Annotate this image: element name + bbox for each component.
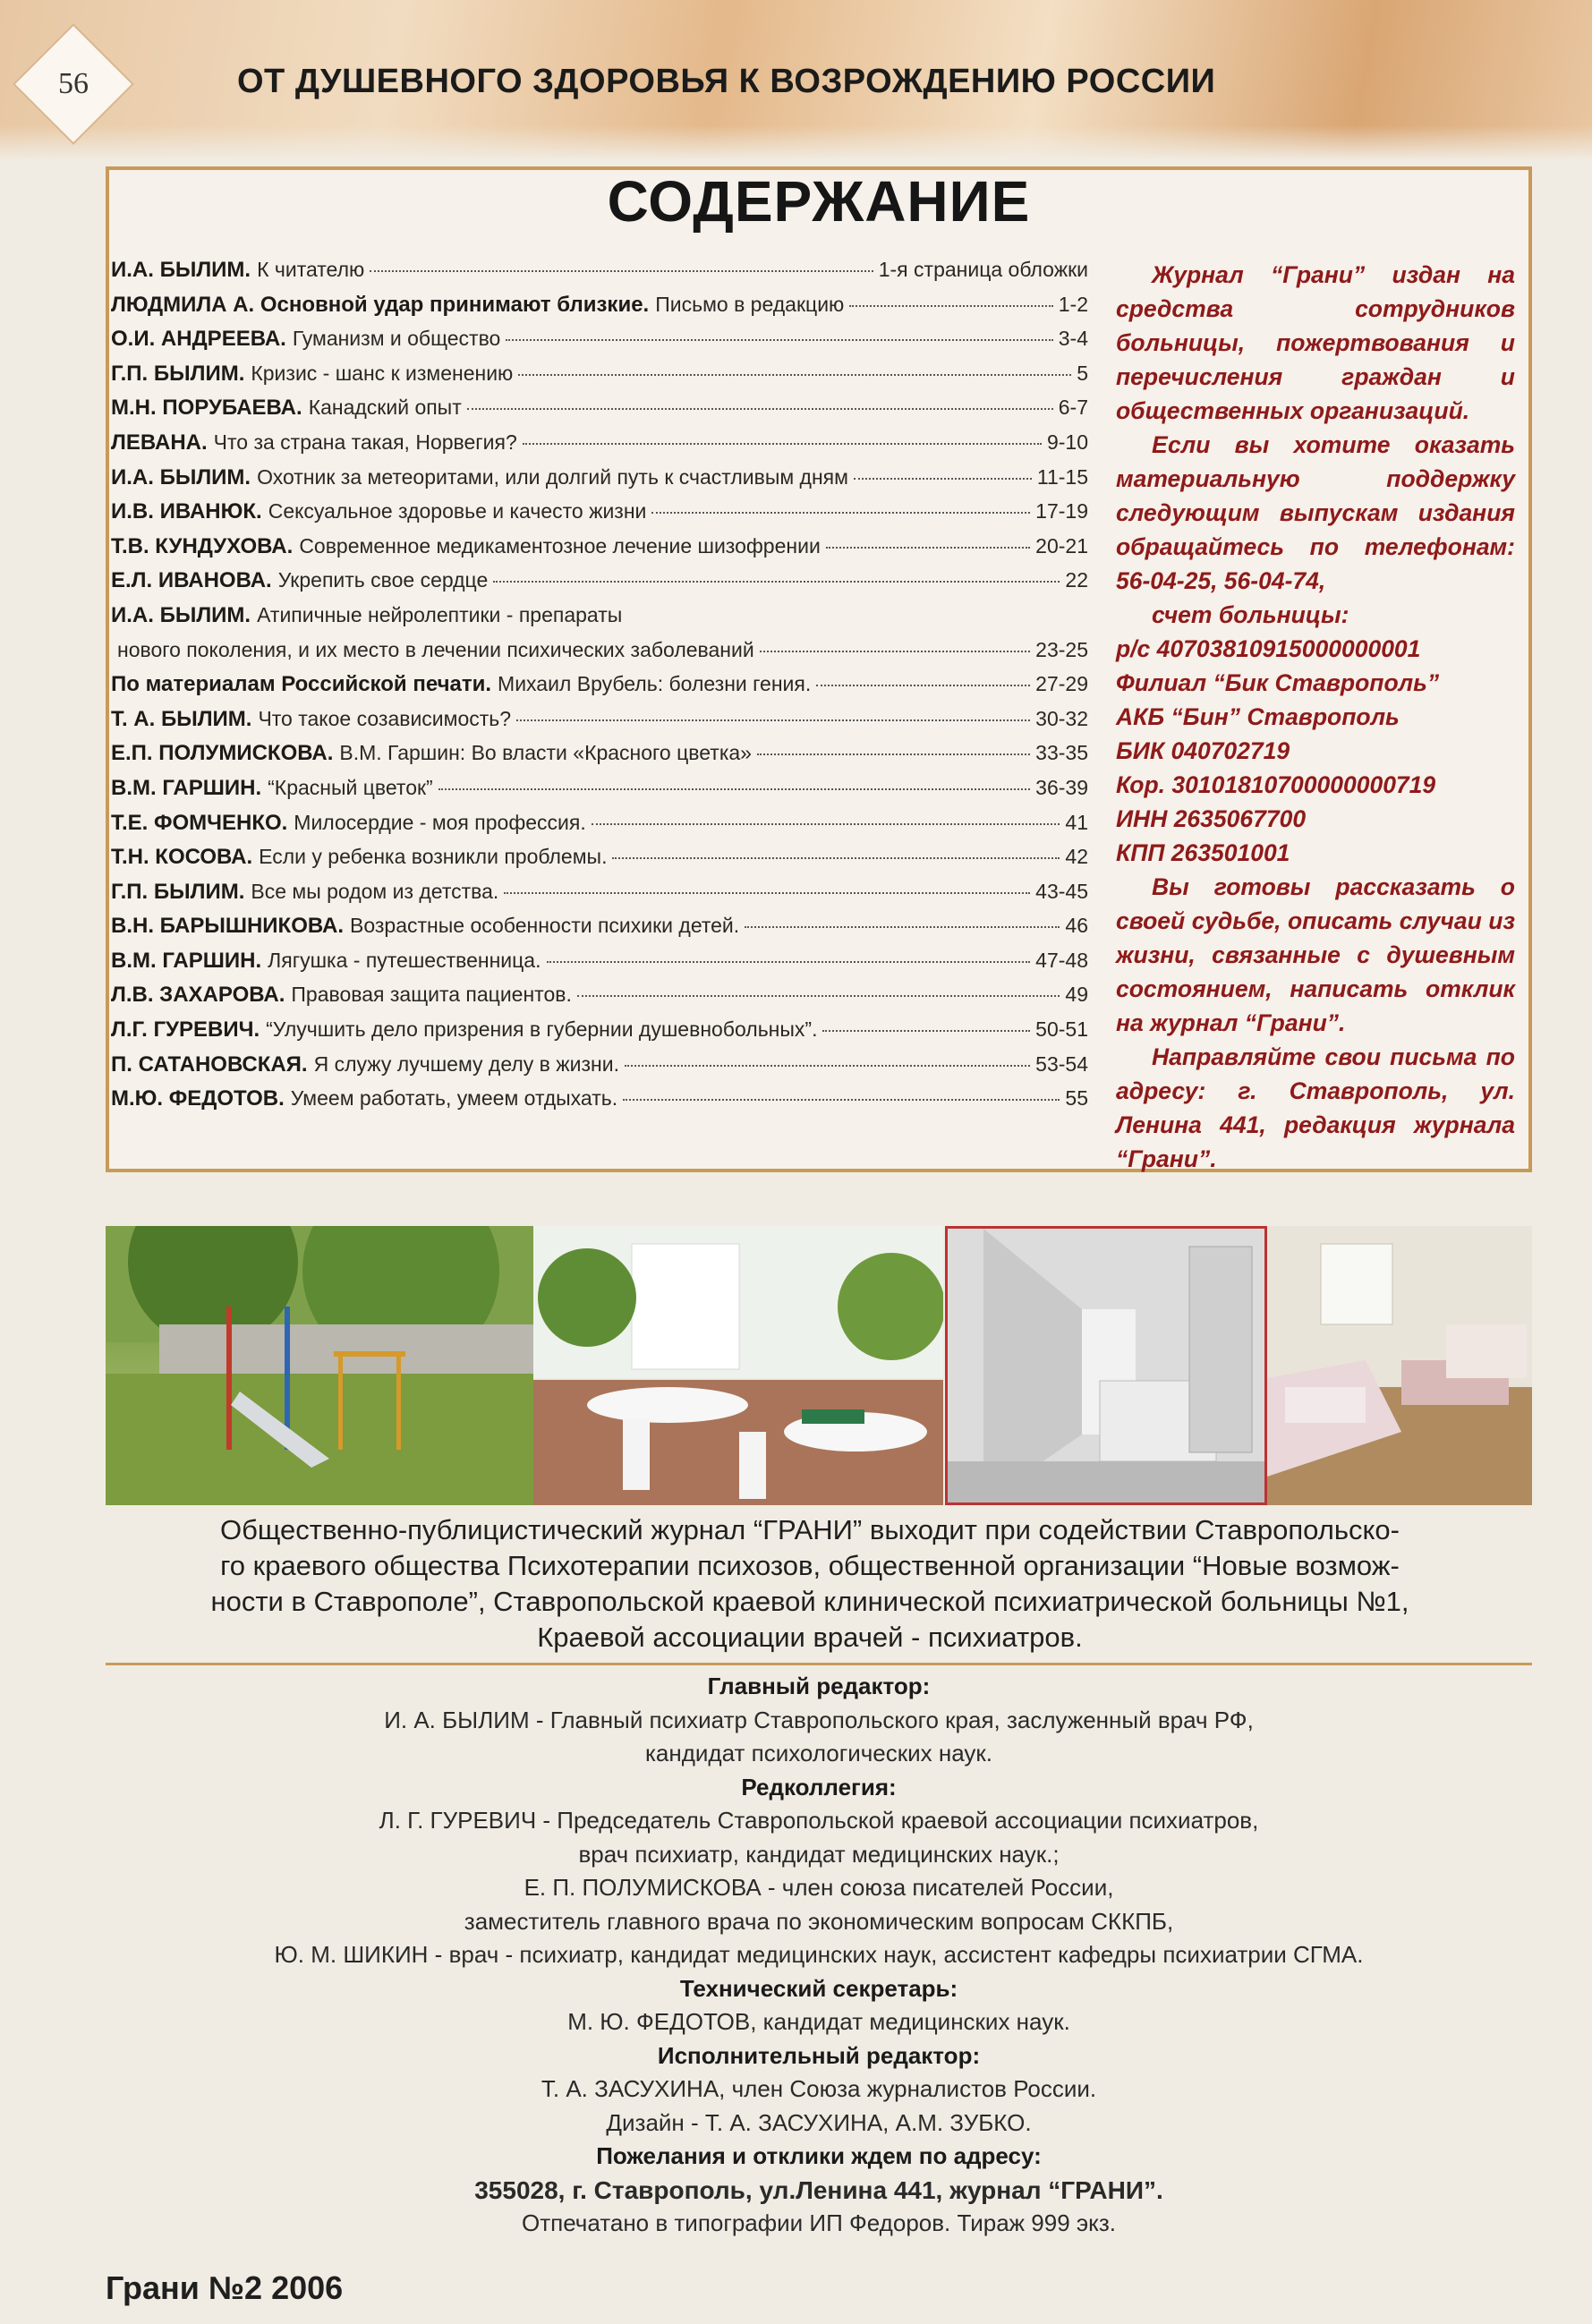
toc-author: О.И. АНДРЕЕВА. [111,327,286,352]
toc-article: Современное медикаментозное лечение шизофрении [299,533,821,558]
toc-entry [111,568,1088,603]
toc-entry [111,880,1088,915]
ward-room-photo [1267,1226,1532,1505]
toc-author: Г.П. БЫЛИМ. [111,361,245,386]
corridor-illustration [948,1229,1264,1503]
toc-pages: 41 [1065,810,1088,834]
dining-hall-illustration [533,1226,943,1505]
toc-article: Укрепить свое сердце [277,568,489,592]
toc-pages: 5 [1077,361,1088,385]
toc-pages: 46 [1065,914,1088,938]
credit-line: Ю. М. ШИКИН - врач - психиатр, кандидат медицинских наук, ассистент кафедры психиатрии СГМА. [274,1941,1364,1968]
toc-pages: 23-25 [1035,637,1088,661]
toc-pages: 9-10 [1046,430,1088,454]
toc-author: Л.Г. ГУРЕВИЧ. [111,1017,260,1043]
toc-leader-dots [849,305,1052,307]
toc-leader-dots [493,581,1060,583]
account-label: счет больницы: [1152,601,1349,628]
toc-entry [111,258,1088,293]
toc-author: В.М. ГАРШИН. [111,775,262,800]
contents-title: СОДЕРЖАНИЕ [607,169,1031,234]
toc-article: К читателю [257,258,365,281]
toc-article: Умеем работать, умеем отдыхать. [290,1086,618,1111]
toc-entry [111,465,1088,500]
toc-entry [111,983,1088,1017]
toc-entry [111,1052,1088,1087]
design-line: Дизайн - Т. А. ЗАСУХИНА, А.М. ЗУБКО. [606,2108,1032,2136]
toc-leader-dots [370,270,873,272]
toc-entry [111,327,1088,362]
toc-leader-dots [745,926,1060,928]
stories-text: Вы готовы рассказать о своей судьбе, описать случаи из жизни, связанные с душевным состоянием, написать отклик на журнал “Грани”. [1116,873,1515,1036]
support-text: Если вы хотите оказать материальную поддержку следующим выпускам издания обращайтесь по телефонам: 56-04-25, 56-04-74, [1116,431,1515,594]
toc-author: П. САТАНОВСКАЯ. [111,1051,308,1077]
toc-entry [111,534,1088,569]
chief-editor-heading: Главный редактор: [707,1673,931,1699]
toc-entry [111,1086,1088,1121]
toc-pages: 50-51 [1035,1017,1088,1042]
toc-pages: 20-21 [1035,533,1088,558]
toc-article: “Красный цветок” [268,775,433,799]
publisher-line: ности в Ставрополе”, Ставропольской краевой клинической психиатрической больницы №1, [210,1586,1409,1617]
toc-author: М.Ю. ФЕДОТОВ. [111,1086,285,1111]
toc-leader-dots [506,339,1052,341]
publisher-line: го краевого общества Психотерапии психозов, общественной организации “Новые возмож- [220,1550,1400,1581]
toc-article: В.М. Гаршин: Во власти «Красного цветка» [339,741,752,765]
bank-line: КПП 263501001 [1116,839,1290,866]
dining-hall-photo [533,1226,943,1505]
toc-leader-dots [592,823,1060,825]
toc-author: Г.П. БЫЛИМ. [111,879,245,904]
toc-pages: 11-15 [1036,464,1088,489]
bank-line: ИНН 2635067700 [1116,805,1307,832]
toc-article: нового поколения, и их место в лечении психических заболеваний [117,637,754,661]
tech-secretary-line: М. Ю. ФЕДОТОВ, кандидат медицинских наук. [567,2008,1070,2035]
toc-pages: 6-7 [1058,396,1088,420]
toc-entry [111,845,1088,880]
issue-footer: Грани №2 2006 [106,2269,344,2306]
toc-entry [111,811,1088,846]
toc-article: Возрастные особенности психики детей. [350,914,740,938]
publisher-line: Краевой ассоциации врачей - психиатров. [537,1622,1083,1653]
toc-entry [111,707,1088,742]
toc-author: Т.В. КУНДУХОВА. [111,533,294,558]
toc-pages: 1-2 [1058,292,1088,316]
toc-pages: 53-54 [1035,1051,1088,1076]
divider-top [106,1663,1532,1665]
tech-secretary-heading: Технический секретарь: [679,1974,958,2002]
corridor-photo [945,1226,1267,1505]
running-header-title: ОТ ДУШЕВНОГО ЗДОРОВЬЯ К ВОЗРОЖДЕНИЮ РОССИИ [237,63,1216,100]
toc-pages: 36-39 [1035,775,1088,799]
toc-entry [111,499,1088,534]
chief-editor-lines [106,1704,1532,1771]
toc-author: Л.В. ЗАХАРОВА. [111,983,285,1008]
toc-pages: 55 [1065,1086,1088,1111]
toc-leader-dots [577,995,1060,997]
toc-entry [111,430,1088,465]
toc-author: В.М. ГАРШИН. [111,948,262,973]
print-line: Отпечатано в типографии ИП Федоров. Тираж 999 экз. [522,2209,1116,2236]
toc-article: Если у ребенка возникли проблемы. [259,845,608,869]
toc-entry [111,396,1088,430]
toc-article: “Улучшить дело призрения в губернии душевнобольных”. [266,1017,818,1042]
toc-author: Т.Е. ФОМЧЕНКО. [111,810,288,835]
toc-leader-dots [612,857,1060,859]
toc-article: Сексуальное здоровье и качесто жизни [268,499,647,524]
toc-article: Михаил Врубель: болезни гения. [498,672,812,696]
toc-pages: 30-32 [1035,706,1088,730]
contents-list [111,258,1088,1121]
toc-leader-dots [760,651,1030,652]
toc-article: Охотник за метеоритами, или долгий путь к счастливым дням [257,464,848,489]
toc-author: ЛЮДМИЛА А. Основной удар принимают близкие. [111,292,650,317]
exec-editor-line: Т. А. ЗАСУХИНА, член Союза журналистов России. [541,2075,1097,2102]
toc-pages: 27-29 [1035,672,1088,696]
toc-author: М.Н. ПОРУБАЕВА. [111,396,302,421]
bank-line: р/с 40703810915000000001 [1116,635,1421,662]
toc-article: Что такое созависимость? [258,706,512,730]
toc-leader-dots [625,1065,1030,1067]
page-number: 56 [58,67,89,100]
toc-entry [111,672,1088,707]
playground-photo [106,1226,533,1505]
toc-leader-dots [757,753,1030,755]
toc-author: ЛЕВАНА. [111,430,208,455]
toc-pages: 17-19 [1035,499,1088,524]
toc-author: И.А. БЫЛИМ. [111,258,251,282]
toc-leader-dots [523,443,1042,445]
bank-line: АКБ “Бин” Ставрополь [1116,703,1400,730]
credit-line: Е. П. ПОЛУМИСКОВА - член союза писателей России, [524,1874,1114,1901]
toc-article: Что за страна такая, Норвегия? [213,430,517,454]
photo-strip [106,1226,1532,1505]
toc-leader-dots [438,788,1030,790]
funding-sidebar [1116,258,1515,1176]
credit-line: заместитель главного врача по экономическим вопросам СККПБ, [464,1907,1174,1935]
toc-pages: 42 [1065,845,1088,869]
toc-article: Я служу лучшему делу в жизни. [313,1051,619,1076]
toc-article: Милосердие - моя профессия. [294,810,586,834]
toc-leader-dots [504,892,1030,894]
toc-article: Правовая защита пациентов. [291,983,572,1007]
publisher-line: Общественно-публицистический журнал “ГРАНИ” выходит при содействии Ставропольско- [220,1514,1400,1545]
toc-article: Гуманизм и общество [292,327,501,351]
toc-pages: 1-я страница обложки [878,258,1088,281]
bank-line: БИК 040702719 [1116,737,1290,764]
credit-line: врач психиатр, кандидат медицинских наук.; [578,1840,1060,1868]
toc-pages: 49 [1065,983,1088,1007]
toc-author: Е.Л. ИВАНОВА. [111,568,272,593]
toc-author: Т.Н. КОСОВА. [111,845,253,870]
toc-author: И.А. БЫЛИМ. [111,602,251,627]
toc-entry [111,638,1088,673]
toc-article: Все мы родом из детства. [251,879,499,903]
credit-line: кандидат психологических наук. [644,1740,993,1766]
toc-leader-dots [518,374,1071,376]
letters-text: Направляйте свои письма по адресу: г. Ставрополь, ул. Ленина 441, редакция журнала “Грани”. [1116,1043,1515,1172]
toc-entry [111,949,1088,983]
toc-pages: 43-45 [1035,879,1088,903]
toc-pages: 3-4 [1058,327,1088,351]
toc-leader-dots [854,478,1032,480]
funding-text: Журнал “Грани” издан на средства сотрудников больницы, пожертвования и перечисления граждан и общественных организаций. [1116,261,1515,424]
toc-pages: 33-35 [1035,741,1088,765]
toc-author: Т. А. БЫЛИМ. [111,706,252,731]
toc-leader-dots [467,408,1053,410]
toc-leader-dots [816,685,1030,686]
toc-author: И.А. БЫЛИМ. [111,464,251,489]
toc-entry [111,1017,1088,1052]
toc-author: И.В. ИВАНЮК. [111,499,262,524]
toc-article: Кризис - шанс к изменению [251,361,514,385]
toc-entry [111,776,1088,811]
bank-line: Филиал “Бик Ставрополь” [1116,669,1440,696]
credit-line: Л. Г. ГУРЕВИЧ - Председатель Ставропольской краевой ассоциации психиатров, [379,1807,1259,1834]
toc-article: Лягушка - путешественница. [268,948,541,972]
toc-leader-dots [623,1099,1060,1101]
toc-leader-dots [822,1030,1030,1032]
toc-author: В.Н. БАРЫШНИКОВА. [111,914,344,939]
toc-entry [111,914,1088,949]
toc-leader-dots [651,512,1030,514]
playground-illustration [106,1226,533,1505]
toc-author: По материалам Российской печати. [111,672,492,697]
toc-pages: 47-48 [1035,948,1088,972]
toc-entry [111,603,1088,638]
editorial-credits [106,1670,1532,2241]
toc-entry [111,741,1088,776]
board-lines [106,1804,1532,1972]
toc-article: Атипичные нейролептики - препараты [257,602,623,626]
ward-room-illustration [1267,1226,1532,1505]
toc-pages: 22 [1065,568,1088,592]
toc-article: Письмо в редакцию [655,292,845,316]
toc-article: Канадский опыт [308,396,462,420]
credit-line: И. А. БЫЛИМ - Главный психиатр Ставропольского края, заслуженный врач РФ, [384,1706,1254,1733]
board-heading: Редколлегия: [741,1773,897,1800]
toc-leader-dots [547,961,1031,963]
toc-leader-dots [826,547,1030,549]
toc-entry [111,293,1088,328]
bank-details [1116,632,1515,870]
toc-author: Е.П. ПОЛУМИСКОВА. [111,741,334,766]
exec-editor-heading: Исполнительный редактор: [657,2041,981,2069]
toc-entry [111,362,1088,396]
address-heading: Пожелания и отклики ждем по адресу: [596,2142,1042,2169]
address-line: 355028, г. Ставрополь, ул.Ленина 441, журнал “ГРАНИ”. [474,2175,1163,2204]
bank-line: Кор. 30101810700000000719 [1116,771,1436,798]
toc-leader-dots [516,719,1030,721]
publisher-note [81,1512,1539,1656]
